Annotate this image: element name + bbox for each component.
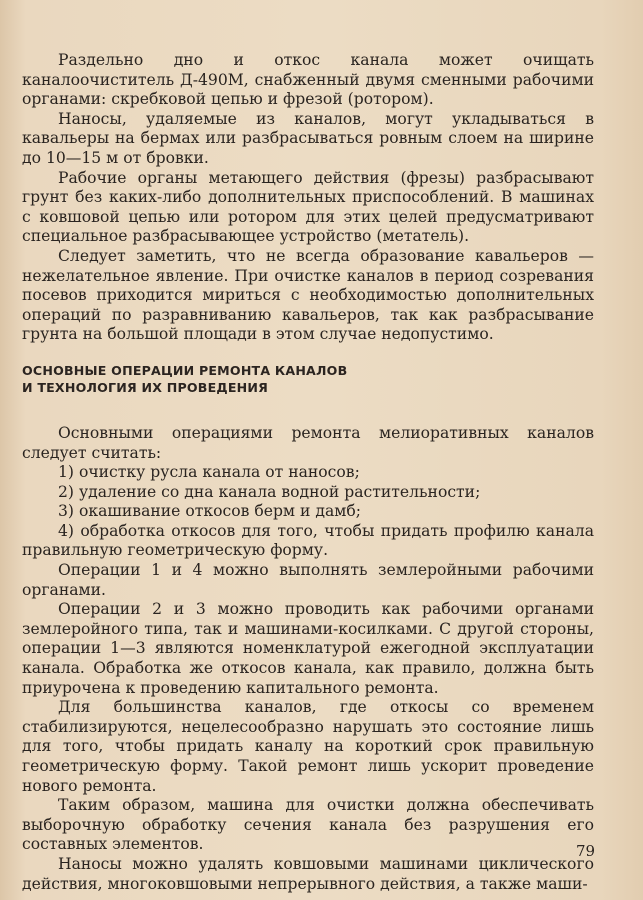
section-heading bbox=[22, 362, 594, 396]
section-heading-line: ОСНОВНЫЕ ОПЕРАЦИИ РЕМОНТА КАНАЛОВ bbox=[22, 362, 348, 378]
paragraph: Наносы, удаляемые из каналов, могут укладываться в кавальеры на бермах или разбрасываться ровным слоем на ширине до 10—15 м от бровки. bbox=[22, 109, 594, 167]
paragraph: Рабочие органы метающего действия (фрезы) разбрасывают грунт без каких-либо дополнительных приспособлений. В машинах с ковшовой цепью или ротором для этих целей предусматривают специальное разбрасывающее устройство (метатель). bbox=[22, 168, 594, 246]
page-number: 79 bbox=[576, 842, 596, 860]
list-item: 3) окашивание откосов берм и дамб; bbox=[58, 502, 362, 521]
paragraph: Операции 1 и 4 можно выполнять землеройными рабочими органами. bbox=[22, 561, 594, 599]
paragraph: Операции 2 и 3 можно проводить как рабочими органами землеройного типа, так и машинами-косилками. С другой стороны, операции 1—3 являются номенклатурой ежегодной эксплуатации канала. Обработка же откосов канала, как правило, должна быть приурочена к проведению капитального ремонта. bbox=[22, 600, 594, 697]
paragraph: Следует заметить, что не всегда образование кавальеров — нежелательное явление. При очистке каналов в период созревания посевов приходится мириться с необходимостью дополнительных операций по разравниванию кавальеров, так как разбрасывание грунта на большой площади в этом случае недопустимо. bbox=[22, 246, 594, 344]
paragraph: Таким образом, машина для очистки должна обеспечивать выборочную обработку сечения канала без разрушения его составных элементов. bbox=[22, 796, 594, 854]
paragraph: Наносы можно удалять ковшовыми машинами циклического действия, многоковшовыми непрерывного действия, а также маши- bbox=[22, 854, 594, 893]
page-text bbox=[22, 51, 594, 894]
list-item: 4) обработка откосов для того, чтобы придать профилю канала правильную геометрическую форму. bbox=[22, 521, 594, 560]
paragraph: Раздельно дно и откос канала может очищать каналоочиститель Д-490М, снабженный двумя сменными рабочими органами: скребковой цепью и фрезой (ротором). bbox=[22, 51, 594, 109]
section-heading-line: И ТЕХНОЛОГИЯ ИХ ПРОВЕДЕНИЯ bbox=[22, 379, 268, 395]
list-item: 2) удаление со дна канала водной растительности; bbox=[58, 482, 481, 501]
paragraph: Для большинства каналов, где откосы со временем стабилизируются, нецелесообразно нарушать это состояние лишь для того, чтобы придать каналу на короткий срок правильную геометрическую форму. Такой ремонт лишь ускорит проведение нового ремонта. bbox=[22, 698, 594, 795]
list-item: 1) очистку русла канала от наносов; bbox=[58, 463, 360, 482]
paragraph: Основными операциями ремонта мелиоративных каналов следует считать: bbox=[22, 423, 594, 462]
